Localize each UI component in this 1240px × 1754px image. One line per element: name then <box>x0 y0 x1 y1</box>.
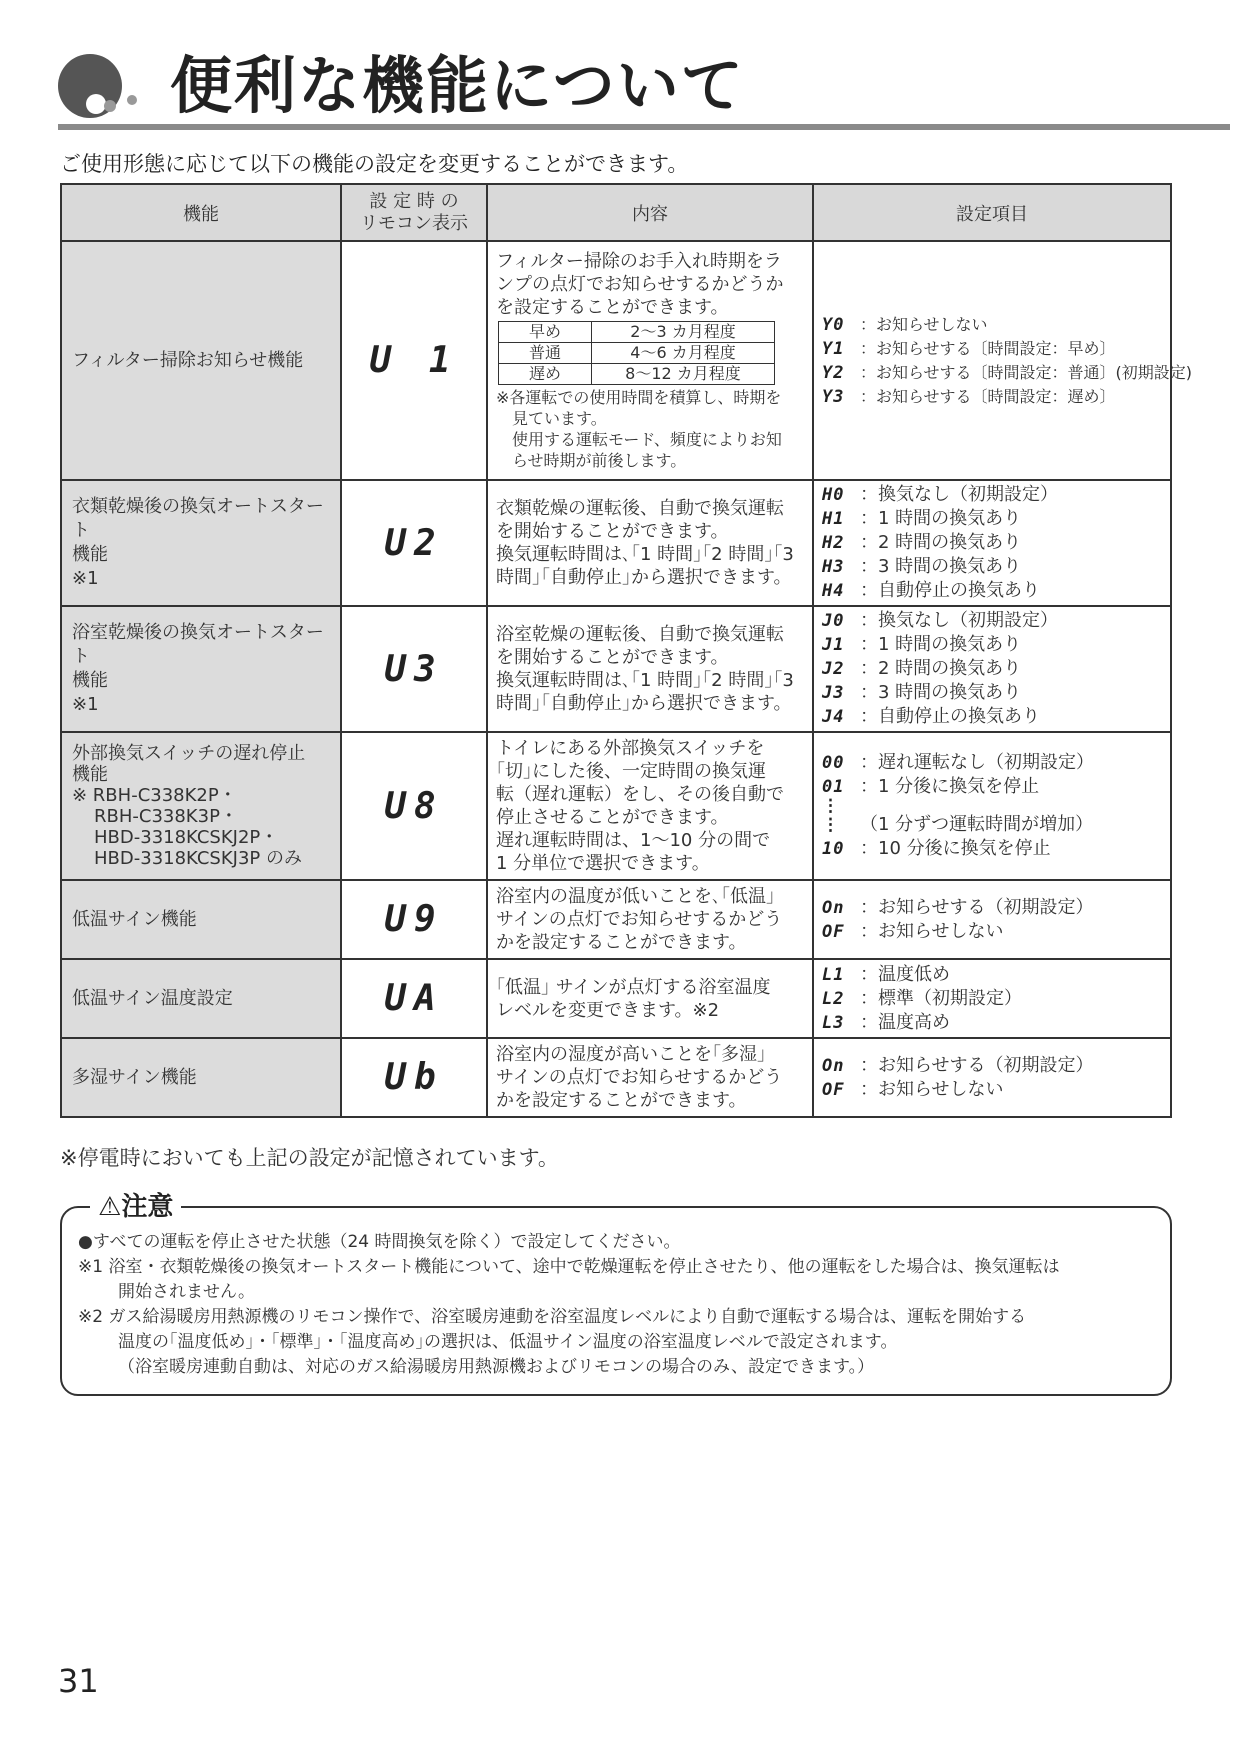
display-cell <box>341 606 487 732</box>
setting-item <box>822 579 1162 603</box>
table-row <box>61 606 1171 732</box>
caution-line: ※1 浴室・衣類乾燥後の換気オートスタート機能について、途中で乾燥運転を停止させたり、他の運転をした場合は、換気運転は <box>78 1257 1060 1277</box>
setting-code: OF <box>822 1079 845 1100</box>
setting-item <box>822 361 1193 385</box>
function-label: 浴室乾燥後の換気オートスタート <box>72 622 324 667</box>
function-cell <box>61 606 341 732</box>
description-line: ンプの点灯でお知らせするかどうか <box>496 274 784 295</box>
function-label: 低温サイン温度設定 <box>72 987 233 1009</box>
table-row <box>61 480 1171 606</box>
setting-code: H1 <box>822 509 845 529</box>
setting-code: Y0 <box>822 314 845 335</box>
display-cell <box>341 241 487 480</box>
setting-item <box>822 751 1162 775</box>
description-line: 停止させることができます。 <box>496 807 729 828</box>
setting-text: ：遅れ運転なし（初期設定） <box>860 752 1094 773</box>
setting-text: ：換気なし（初期設定） <box>860 610 1058 631</box>
setting-item <box>822 313 1162 337</box>
function-label: 機能 <box>72 544 108 565</box>
description-line: を設定することができます。 <box>496 297 729 318</box>
caution-line-continued: 温度の｢温度低め｣・｢標準｣・｢温度高め｣の選択は、低温サイン温度の浴室温度レベルで設定されます。 <box>118 1332 898 1352</box>
description-line: 1 分単位で選択できます。 <box>496 853 710 874</box>
header-description: 内容 <box>487 184 813 241</box>
function-label: 衣類乾燥後の換気オートスタート <box>72 496 324 541</box>
remote-display-code: U 1 <box>369 340 459 381</box>
setting-item <box>822 705 1162 729</box>
description-line: 時間｣｢自動停止｣から選択できます。 <box>496 567 792 588</box>
description-line: を開始することができます。 <box>496 647 729 668</box>
header-display-line-1: 設 定 時 の <box>369 190 459 212</box>
ellipsis-dots-icon: ⋮ <box>822 796 840 816</box>
setting-item <box>822 1054 1162 1078</box>
caution-line: ●すべての運転を停止させた状態（24 時間換気を除く）で設定してください。 <box>78 1232 681 1252</box>
note-line: ※各運転での使用時間を積算し、時期を <box>496 388 782 407</box>
function-footnote: ※1 <box>72 568 99 589</box>
setting-text: ：2 時間の換気あり <box>860 532 1022 553</box>
function-cell <box>61 959 341 1038</box>
settings-cell <box>813 1038 1171 1117</box>
function-cell <box>61 480 341 606</box>
description-line: フィルター掃除のお手入れ時期をラ <box>496 251 782 272</box>
setting-code: On <box>822 897 845 918</box>
setting-text: ：お知らせする（初期設定） <box>860 1054 1094 1076</box>
setting-text: ：お知らせする〔時間設定：遅め〕 <box>860 386 1116 406</box>
settings-cell <box>813 606 1171 732</box>
function-cell <box>61 1038 341 1117</box>
function-footnote: ※1 <box>72 694 99 715</box>
setting-item <box>822 337 1162 361</box>
function-cell <box>61 880 341 959</box>
description-line: サインの点灯でお知らせするかどう <box>496 909 783 930</box>
description-line: 衣類乾燥の運転後、自動で換気運転 <box>496 498 784 519</box>
function-cell <box>61 241 341 480</box>
display-cell <box>341 480 487 606</box>
setting-text: ：1 分後に換気を停止 <box>860 776 1040 797</box>
setting-item <box>822 531 1162 555</box>
setting-item <box>822 987 1162 1011</box>
setting-text: ：温度高め <box>860 1011 950 1033</box>
setting-text: ：2 時間の換気あり <box>860 658 1022 679</box>
setting-item <box>822 633 1162 657</box>
setting-item <box>822 1078 1162 1102</box>
header-display <box>341 184 487 241</box>
title-divider <box>58 124 1230 130</box>
setting-code: H0 <box>822 485 845 505</box>
settings-cell <box>813 959 1171 1038</box>
remote-display-code: U3 <box>384 648 444 690</box>
caution-box <box>60 1192 1172 1396</box>
intro-text: ご使用形態に応じて以下の機能の設定を変更することができます。 <box>60 152 689 176</box>
setting-code: H2 <box>822 533 845 553</box>
setting-text: ：標準（初期設定） <box>860 987 1022 1009</box>
table-header-row <box>61 184 1171 241</box>
description-line: 時間｣｢自動停止｣から選択できます。 <box>496 693 792 714</box>
table-row <box>61 959 1171 1038</box>
model-note: ※ RBH-C338K2P・ <box>72 785 237 806</box>
description-line: を開始することができます。 <box>496 521 729 542</box>
setting-item <box>822 1011 1162 1035</box>
page-title: 便利な機能について <box>170 49 745 122</box>
display-cell <box>341 732 487 880</box>
function-label: 低温サイン機能 <box>72 908 197 930</box>
interval-row <box>499 364 775 385</box>
remote-display-code: U8 <box>384 785 444 827</box>
note-line: らせ時期が前後します。 <box>512 451 687 470</box>
setting-item <box>822 896 1162 920</box>
setting-code: H4 <box>822 581 845 601</box>
remote-display-code: U9 <box>384 899 444 940</box>
remote-display-code: U2 <box>384 522 444 564</box>
setting-text: ：お知らせしない <box>860 1078 1004 1100</box>
model-note: RBH-C338K3P・ <box>94 806 238 827</box>
setting-code: 10 <box>822 839 845 859</box>
setting-item <box>822 385 1162 409</box>
description-cell <box>487 1038 813 1117</box>
setting-text: ：自動停止の換気あり <box>860 706 1040 727</box>
function-label: 機能 <box>72 764 108 785</box>
setting-code: Y2 <box>822 362 845 383</box>
setting-code: L2 <box>822 988 845 1009</box>
interval-row <box>499 343 775 364</box>
description-cell <box>487 959 813 1038</box>
table-row <box>61 1038 1171 1117</box>
settings-table <box>60 183 1193 1118</box>
description-cell <box>487 480 813 606</box>
description-cell <box>487 880 813 959</box>
description-line: レベルを変更できます。※2 <box>496 999 720 1021</box>
setting-code: Y1 <box>822 338 845 359</box>
function-label: フィルター掃除お知らせ機能 <box>72 349 304 371</box>
setting-item <box>822 837 1162 861</box>
caution-heading <box>90 1186 181 1223</box>
model-note: HBD-3318KCSKJ3P のみ <box>94 848 303 869</box>
remote-display-code: Ub <box>384 1057 444 1098</box>
setting-text: ：10 分後に換気を停止 <box>860 838 1051 859</box>
setting-text: ：お知らせする（初期設定） <box>860 896 1094 918</box>
setting-text: ：1 時間の換気あり <box>860 634 1022 655</box>
caution-line-continued: 開始されません。 <box>118 1282 256 1302</box>
description-line: 浴室内の温度が低いことを､｢低温｣ <box>496 886 775 907</box>
settings-cell <box>813 732 1171 880</box>
setting-item <box>822 796 1162 816</box>
description-line: 転（遅れ運転）をし、その後自動で <box>496 784 784 805</box>
setting-code: On <box>822 1055 845 1076</box>
setting-text: ：換気なし（初期設定） <box>860 484 1058 505</box>
header-settings: 設定項目 <box>813 184 1171 241</box>
settings-cell <box>813 880 1171 959</box>
function-label: 多湿サイン機能 <box>72 1066 197 1088</box>
setting-code: J3 <box>822 683 845 703</box>
interval-label: 遅め <box>499 364 592 385</box>
caution-line: ※2 ガス給湯暖房用熱源機のリモコン操作で、浴室暖房連動を浴室温度レベルにより自動で運転する場合は、運転を開始する <box>78 1307 1027 1327</box>
function-label: 外部換気スイッチの遅れ停止 <box>72 743 306 764</box>
interval-table <box>498 321 775 385</box>
settings-cell <box>813 480 1171 606</box>
setting-item <box>822 555 1162 579</box>
setting-code: J4 <box>822 707 845 727</box>
description-cell <box>487 732 813 880</box>
setting-code: 00 <box>822 753 845 773</box>
setting-text: ：自動停止の換気あり <box>860 580 1040 601</box>
interval-value: 8～12 カ月程度 <box>592 364 775 385</box>
interval-value: 4～6 カ月程度 <box>592 343 775 364</box>
setting-item <box>822 920 1162 944</box>
warning-triangle-icon: ⚠ <box>98 1192 122 1222</box>
setting-item <box>822 963 1162 987</box>
description-line: かを設定することができます。 <box>496 932 747 953</box>
setting-code: OF <box>822 921 845 942</box>
setting-item <box>822 609 1162 633</box>
interval-row <box>499 322 775 343</box>
setting-code: 01 <box>822 777 845 797</box>
setting-text: ：お知らせしない <box>860 314 988 334</box>
description-line: 換気運転時間は､｢1 時間｣｢2 時間｣｢3 <box>496 670 794 691</box>
description-line: 換気運転時間は､｢1 時間｣｢2 時間｣｢3 <box>496 544 794 565</box>
setting-text: ：3 時間の換気あり <box>860 682 1022 703</box>
setting-text: ：温度低め <box>860 963 950 985</box>
page-number: 31 <box>58 1662 99 1700</box>
table-row <box>61 880 1171 959</box>
setting-item <box>822 681 1162 705</box>
caution-line-continued: （浴室暖房連動自動は、対応のガス給湯暖房用熱源機およびリモコンの場合のみ、設定できます。） <box>118 1357 875 1377</box>
caution-body <box>78 1230 1158 1380</box>
setting-code: J2 <box>822 659 845 679</box>
setting-text: （1 分ずつ運転時間が増加） <box>860 814 1094 835</box>
description-line: かを設定することができます。 <box>496 1090 747 1111</box>
setting-item <box>822 657 1162 681</box>
description-line: 浴室内の湿度が高いことを｢多湿｣ <box>496 1044 766 1065</box>
description-cell <box>487 606 813 732</box>
setting-code: L1 <box>822 964 845 985</box>
title-bullet-icon <box>58 48 148 128</box>
interval-label: 早め <box>499 322 592 343</box>
description-line: サインの点灯でお知らせするかどう <box>496 1067 783 1088</box>
description-line: 浴室乾燥の運転後、自動で換気運転 <box>496 624 784 645</box>
interval-label: 普通 <box>499 343 592 364</box>
description-line: 遅れ運転時間は、1～10 分の間で <box>496 830 771 851</box>
setting-item <box>822 813 1162 837</box>
display-cell <box>341 959 487 1038</box>
description-line: トイレにある外部換気スイッチを <box>496 738 765 759</box>
note-line: 見ています。 <box>512 409 607 428</box>
power-outage-note: ※停電時においても上記の設定が記憶されています。 <box>60 1146 559 1170</box>
description-cell <box>487 241 813 480</box>
header-display-line-2: リモコン表示 <box>360 212 468 234</box>
setting-code: L3 <box>822 1012 845 1033</box>
setting-text: ：お知らせしない <box>860 920 1004 942</box>
function-cell <box>61 732 341 880</box>
description-line: ｢低温｣ サインが点灯する浴室温度 <box>496 976 771 998</box>
settings-cell <box>813 241 1193 480</box>
display-cell <box>341 1038 487 1117</box>
display-cell <box>341 880 487 959</box>
setting-code: J1 <box>822 635 845 655</box>
remote-display-code: UA <box>384 978 444 1019</box>
setting-code: H3 <box>822 557 845 577</box>
description-line: ｢切｣にした後、一定時間の換気運 <box>496 761 766 782</box>
setting-item <box>822 483 1162 507</box>
setting-text: ：3 時間の換気あり <box>860 556 1022 577</box>
setting-item <box>822 775 1162 799</box>
header-function: 機能 <box>61 184 341 241</box>
caution-title-text: 注意 <box>121 1192 174 1222</box>
function-label: 機能 <box>72 670 108 691</box>
setting-item <box>822 507 1162 531</box>
model-note: HBD-3318KCSKJ2P・ <box>94 827 279 848</box>
interval-value: 2～3 カ月程度 <box>592 322 775 343</box>
setting-text: ：お知らせする〔時間設定：普通〕(初期設定) <box>860 362 1193 382</box>
table-row <box>61 241 1171 480</box>
setting-text: ：1 時間の換気あり <box>860 508 1022 529</box>
table-row <box>61 732 1171 880</box>
setting-code: Y3 <box>822 386 845 407</box>
ellipsis-dots-icon: ⋮ <box>822 815 840 835</box>
setting-code: J0 <box>822 611 845 631</box>
page-header <box>58 40 1228 130</box>
note-line: 使用する運転モード、頻度によりお知 <box>512 430 782 449</box>
setting-text: ：お知らせする〔時間設定：早め〕 <box>860 338 1116 358</box>
